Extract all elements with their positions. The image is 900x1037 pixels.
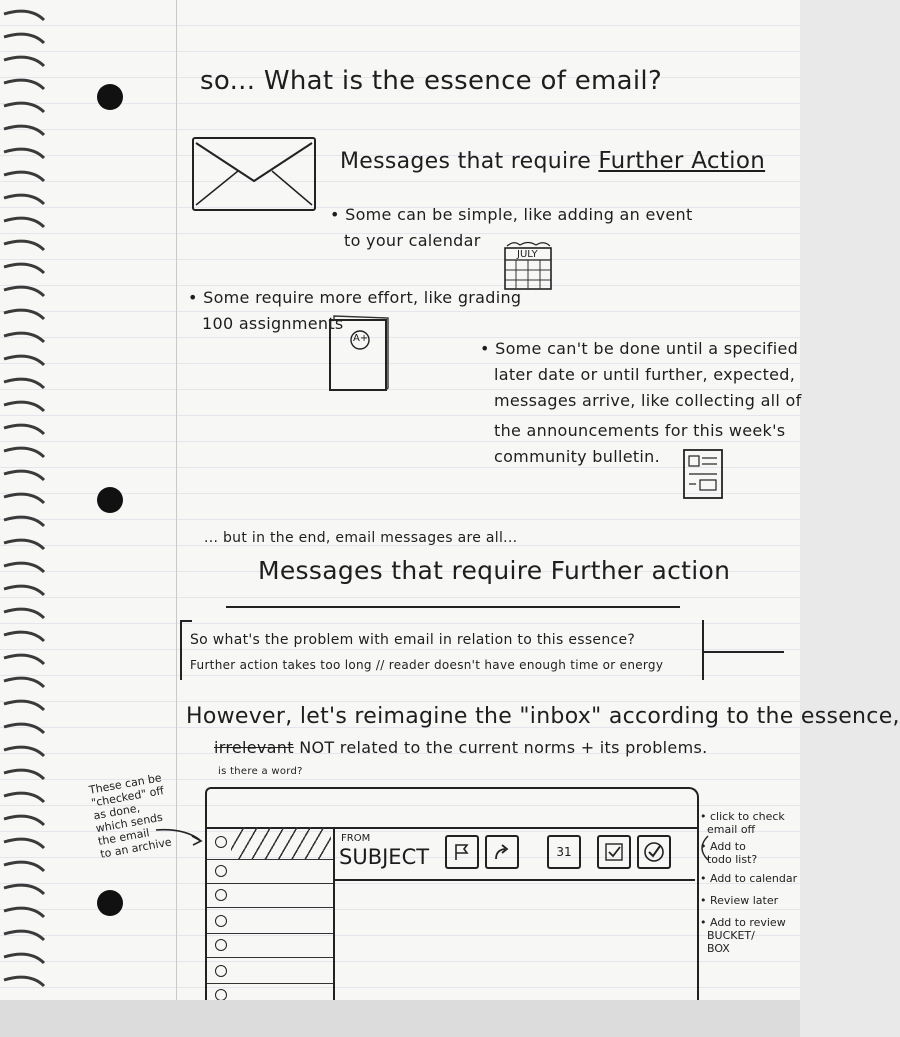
list-item[interactable] xyxy=(207,959,333,984)
section-heading xyxy=(340,148,765,174)
scan-edge xyxy=(0,1000,800,1037)
heading-underline xyxy=(226,606,680,608)
check-off-radio[interactable] xyxy=(215,836,227,848)
lead-in-text: ... but in the end, email messages are all... xyxy=(204,530,518,546)
reimagine-rest: NOT related to the current norms + its problems. xyxy=(299,738,708,757)
graded-papers-icon xyxy=(328,316,390,392)
binder-hole xyxy=(97,890,123,916)
action-notes xyxy=(700,810,796,970)
bullet-later-cont-4: community bulletin. xyxy=(494,447,660,466)
forward-button[interactable] xyxy=(485,835,519,869)
list-item[interactable] xyxy=(207,859,333,884)
binder-hole xyxy=(97,84,123,110)
reimagine-line: However, let's reimagine the "inbox" according to the essence, xyxy=(186,704,900,729)
list-item[interactable] xyxy=(207,909,333,934)
action-note: BUCKET/ xyxy=(700,929,755,942)
add-to-list-button[interactable] xyxy=(445,835,479,869)
bullet-effort-cont: 100 assignments xyxy=(202,314,344,333)
grade-mark: A+ xyxy=(353,333,369,344)
forward-arrow-icon xyxy=(492,842,512,862)
big-heading: Messages that require Further action xyxy=(258,556,731,585)
check-off-radio[interactable] xyxy=(215,915,227,927)
action-note: todo list? xyxy=(700,853,758,866)
arrow-icon xyxy=(154,826,206,850)
list-item-selected[interactable] xyxy=(207,827,333,860)
review-later-button[interactable] xyxy=(597,835,631,869)
bracket-arrow-icon xyxy=(692,834,712,864)
bracket-tail xyxy=(704,651,784,653)
bullet-later-cont-3: the announcements for this week's xyxy=(494,421,786,440)
bullet-later-cont-2: messages arrive, like collecting all of xyxy=(494,391,802,410)
page-title: so... What is the essence of email? xyxy=(200,66,663,96)
reimagine-line-2 xyxy=(214,738,707,757)
check-off-radio[interactable] xyxy=(215,889,227,901)
checkbox-check-icon xyxy=(604,842,624,862)
flag-icon xyxy=(452,842,472,862)
subject-label: SUBJECT xyxy=(339,845,430,869)
list-item[interactable] xyxy=(207,933,333,958)
check-off-radio[interactable] xyxy=(215,939,227,951)
bullet-effort: • Some require more effort, like grading xyxy=(188,288,522,307)
heading-emphasis: Further Action xyxy=(598,148,766,174)
check-off-button[interactable] xyxy=(637,835,671,869)
calendar-icon xyxy=(504,240,552,290)
action-note: BOX xyxy=(700,942,730,955)
circle-check-icon xyxy=(643,841,665,863)
envelope-icon xyxy=(192,137,316,211)
calendar-day-icon: 31 xyxy=(556,845,572,859)
struck-word: irrelevant xyxy=(214,738,294,757)
bulletin-icon xyxy=(682,448,724,500)
bullet-simple-cont: to your calendar xyxy=(344,231,481,250)
action-note: • Add to xyxy=(700,840,746,853)
heading-prefix: Messages that require xyxy=(340,149,592,174)
problem-answer: Further action takes too long // reader doesn't have enough time or energy xyxy=(190,658,664,672)
spiral-binding xyxy=(0,0,48,1000)
list-item[interactable] xyxy=(207,883,333,908)
message-header xyxy=(335,827,695,881)
message-list xyxy=(207,827,335,1004)
action-note: • Add to calendar xyxy=(700,872,798,885)
action-note: • click to check xyxy=(700,810,785,823)
bullet-later: • Some can't be done until a specified xyxy=(480,339,799,358)
bullet-simple: • Some can be simple, like adding an event xyxy=(330,205,693,224)
caret-note: is there a word? xyxy=(218,766,303,777)
calendar-month: JULY xyxy=(517,249,538,260)
binder-hole xyxy=(97,487,123,513)
bullet-later-cont-1: later date or until further, expected, xyxy=(494,365,796,384)
action-note: email off xyxy=(700,823,756,836)
inbox-wireframe xyxy=(205,787,699,1004)
action-note: • Review later xyxy=(700,894,779,907)
problem-question: So what's the problem with email in relation to this essence? xyxy=(190,632,636,648)
check-off-radio[interactable] xyxy=(215,865,227,877)
add-to-calendar-button[interactable] xyxy=(547,835,581,869)
margin-line xyxy=(176,0,177,1000)
from-label: FROM xyxy=(341,833,371,844)
check-off-radio[interactable] xyxy=(215,965,227,977)
selected-hatching xyxy=(231,827,331,859)
action-note: • Add to review xyxy=(700,916,786,929)
checkoff-note: These can be "checked" off as done, which sends the email to an archive xyxy=(88,771,173,861)
